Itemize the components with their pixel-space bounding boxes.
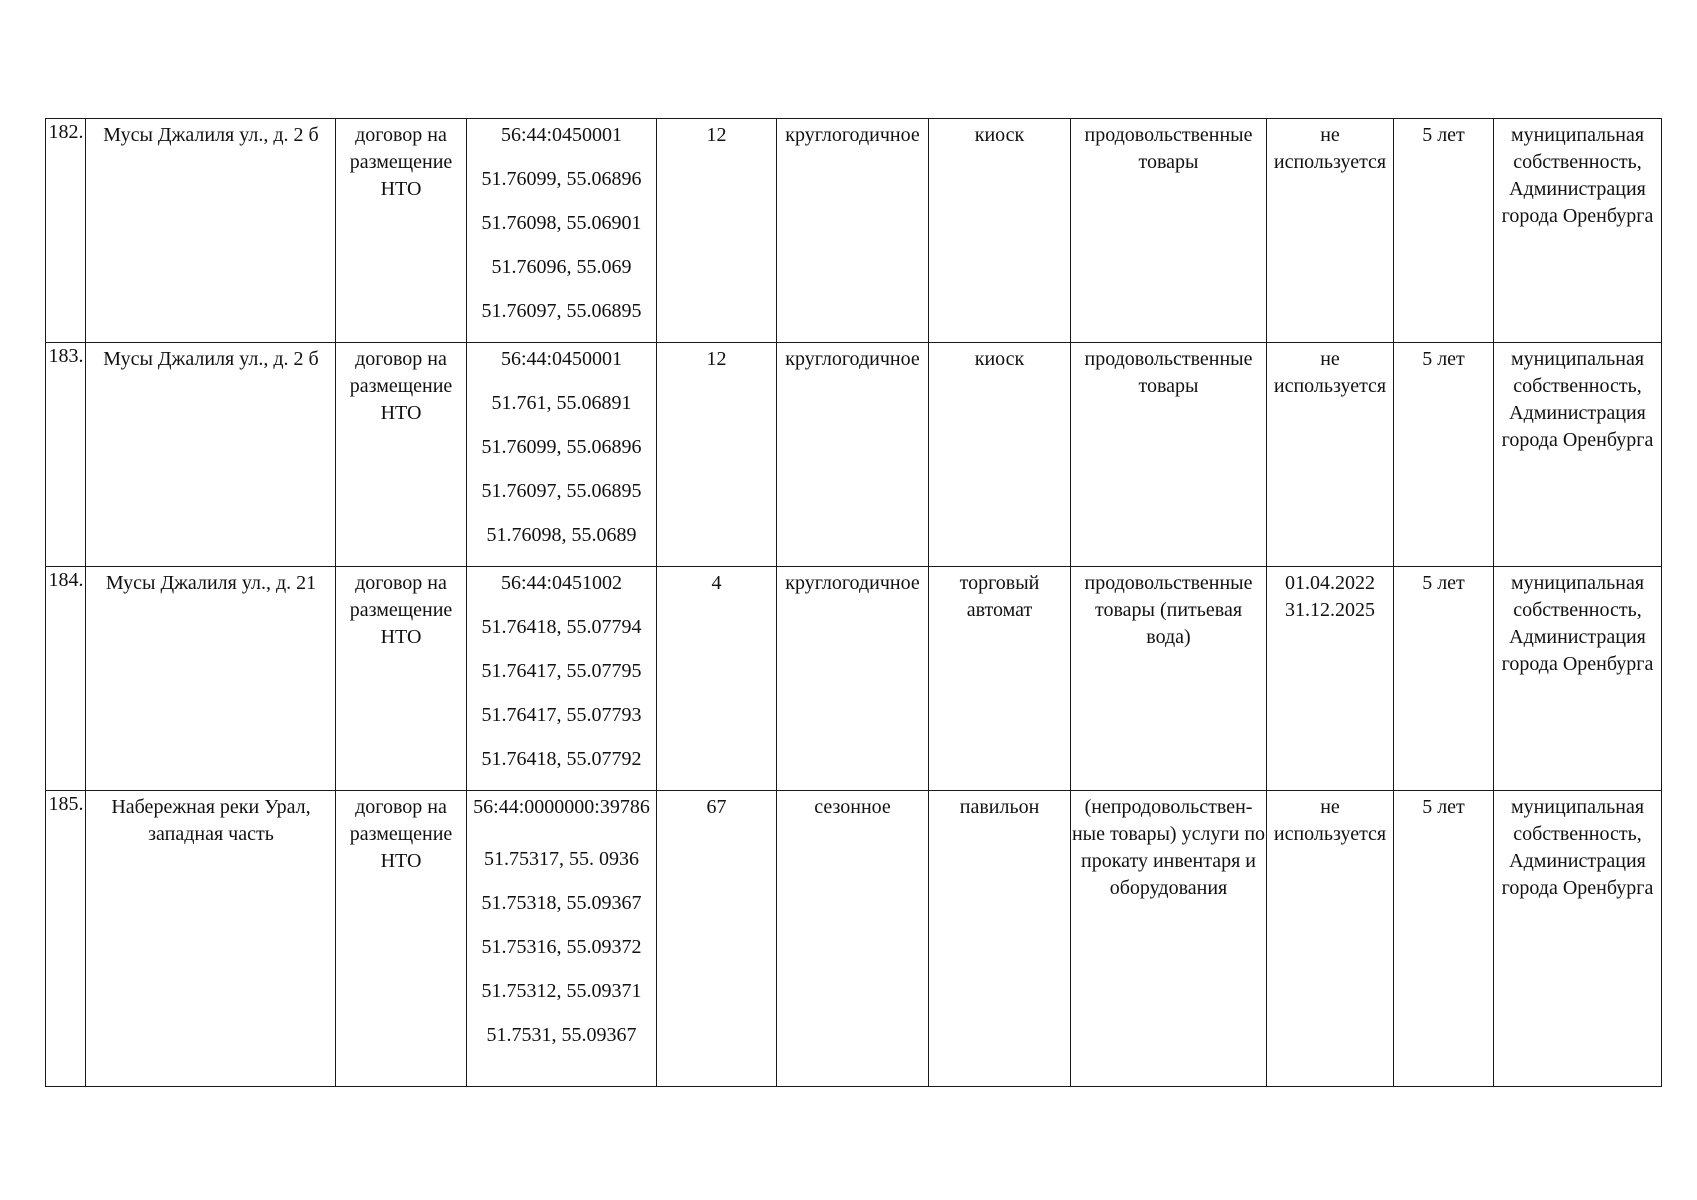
coordinate-pair: 51.7531, 55.09367 <box>486 1024 637 1046</box>
coordinate-pair: 51.76097, 55.06895 <box>481 480 642 502</box>
coordinate-pair: 51.76098, 55.0689 <box>486 524 637 546</box>
coordinate-pair: 51.76099, 55.06896 <box>481 436 642 458</box>
coordinate-pair: 51.76418, 55.07794 <box>481 616 642 638</box>
coordinate-pair: 51.75317, 55. 0936 <box>484 848 639 870</box>
table-row <box>46 791 1662 1087</box>
coordinate-pair: 51.76099, 55.06896 <box>481 168 642 190</box>
owner-cell: муниципальная собственность, Администрация города Оренбурга <box>1494 791 1662 1087</box>
row-number: 183. <box>46 343 86 567</box>
coordinate-pair: 51.75316, 55.09372 <box>481 936 642 958</box>
specialization-cell: продовольственные товары <box>1071 119 1267 343</box>
basis-cell: договор на размещение НТО <box>336 343 467 567</box>
object-type-cell: киоск <box>929 343 1071 567</box>
row-number: 184. <box>46 567 86 791</box>
coordinate-pair: 51.76097, 55.06895 <box>481 300 642 322</box>
period-cell: круглогодичное <box>777 119 929 343</box>
area-cell: 12 <box>657 119 777 343</box>
coordinate-pair: 51.76098, 55.06901 <box>481 212 642 234</box>
coordinate-pair: 51.76417, 55.07793 <box>481 704 642 726</box>
basis-cell: договор на размещение НТО <box>336 791 467 1087</box>
coordinates-cell <box>467 567 657 791</box>
term-cell: 5 лет <box>1394 567 1494 791</box>
coordinate-pair: 51.76418, 55.07792 <box>481 748 642 770</box>
coordinate-pair: 51.76096, 55.069 <box>491 256 632 278</box>
table-row <box>46 567 1662 791</box>
coordinate-pair: 51.75318, 55.09367 <box>481 892 642 914</box>
specialization-cell: продовольственные товары (питьевая вода) <box>1071 567 1267 791</box>
area-cell: 67 <box>657 791 777 1087</box>
coordinate-pair: 51.75312, 55.09371 <box>481 980 642 1002</box>
coordinates-cell <box>467 343 657 567</box>
period-cell: круглогодичное <box>777 343 929 567</box>
address-cell: Набережная реки Урал, западная часть <box>86 791 336 1087</box>
term-cell: 5 лет <box>1394 791 1494 1087</box>
dates-cell: не используется <box>1267 119 1394 343</box>
object-type-cell: киоск <box>929 119 1071 343</box>
coordinate-pair: 51.76417, 55.07795 <box>481 660 642 682</box>
dates-cell: 01.04.2022 31.12.2025 <box>1267 567 1394 791</box>
address-cell: Мусы Джалиля ул., д. 2 б <box>86 119 336 343</box>
specialization-cell: (непродовольствен-ные товары) услуги по прокату инвентаря и оборудования <box>1071 791 1267 1087</box>
specialization-cell: продовольственные товары <box>1071 343 1267 567</box>
owner-cell: муниципальная собственность, Администрация города Оренбурга <box>1494 119 1662 343</box>
row-number: 185. <box>46 791 86 1087</box>
term-cell: 5 лет <box>1394 119 1494 343</box>
table-row <box>46 343 1662 567</box>
period-cell: круглогодичное <box>777 567 929 791</box>
row-number: 182. <box>46 119 86 343</box>
coordinates-cell <box>467 119 657 343</box>
cadastral-number: 56:44:0450001 <box>500 348 623 370</box>
owner-cell: муниципальная собственность, Администрация города Оренбурга <box>1494 567 1662 791</box>
cadastral-number: 56:44:0450001 <box>500 124 623 146</box>
address-cell: Мусы Джалиля ул., д. 2 б <box>86 343 336 567</box>
dates-cell: не используется <box>1267 791 1394 1087</box>
term-cell: 5 лет <box>1394 343 1494 567</box>
area-cell: 12 <box>657 343 777 567</box>
cadastral-number: 56:44:0000000:39786 <box>473 796 650 818</box>
basis-cell: договор на размещение НТО <box>336 119 467 343</box>
address-cell: Мусы Джалиля ул., д. 21 <box>86 567 336 791</box>
period-cell: сезонное <box>777 791 929 1087</box>
dates-cell: не используется <box>1267 343 1394 567</box>
coordinates-cell <box>467 791 657 1087</box>
table-row <box>46 119 1662 343</box>
object-type-cell: торговый автомат <box>929 567 1071 791</box>
owner-cell: муниципальная собственность, Администрация города Оренбурга <box>1494 343 1662 567</box>
area-cell: 4 <box>657 567 777 791</box>
object-type-cell: павильон <box>929 791 1071 1087</box>
coordinate-pair: 51.761, 55.06891 <box>491 392 632 414</box>
registry-table <box>45 118 1662 1087</box>
cadastral-number: 56:44:0451002 <box>500 572 623 594</box>
basis-cell: договор на размещение НТО <box>336 567 467 791</box>
